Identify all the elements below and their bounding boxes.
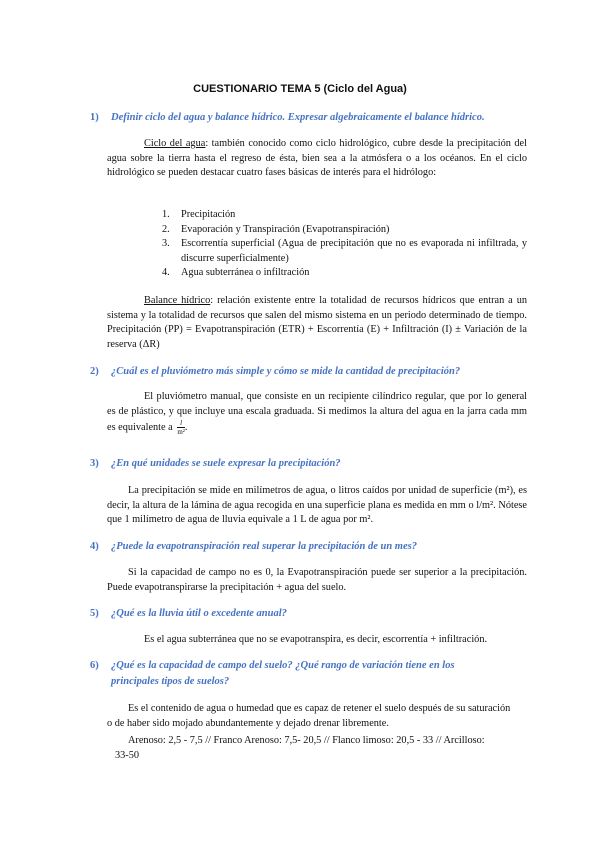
document-title: CUESTIONARIO TEMA 5 (Ciclo del Agua) [193, 83, 407, 95]
answer-6: Es el contenido de agua o humedad que es capaz de retener el suelo después de su saturación o de haber sido mojado abundantemente y dejado drenar libremente. [107, 703, 511, 729]
question-text: ¿Cuál es el pluviómetro más simple y cómo se mide la cantidad de precipitación? [111, 366, 461, 377]
question-text: principales tipos de suelos? [111, 676, 230, 687]
term-balance-hidrico: Balance hídrico [144, 295, 211, 306]
list-item: 4. Agua subterránea o infiltración [162, 267, 310, 278]
answer-2: El pluviómetro manual, que consiste en un recipiente cilíndrico regular, que por lo general es de plástico, y que incluye una escala graduada. Si medimos la altura del agua en la jarra cada mm es equivalente a $\frac{l}{\text{m²}}$ . [107, 391, 527, 436]
question-number: 2) [90, 366, 99, 377]
definition-ciclo-agua: : también conocido como ciclo hidrológico, cubre desde la precipitación del agua sobre la tierra hasta el regreso de ésta, bien sea a la atmósfera o a los océanos. En el ciclo hidrológico se pueden destacar cuatro fases básicas de interés para el hidrólogo: [107, 138, 527, 178]
paragraph-ciclo-agua [107, 137, 527, 181]
question-number: 1) [90, 112, 99, 123]
question-number: 6) [90, 660, 99, 671]
list-item: 3. Escorrentía superficial (Agua de precipitación que no es evaporada ni infiltrada, y discurre superficialmente) [162, 238, 527, 264]
answer-4: Si la capacidad de campo no es 0, la Evapotranspiración puede ser superior a la precipitación. Puede evapotranspirarse la precipitación + agua del suelo. [107, 567, 527, 593]
question-text: Definir ciclo del agua y balance hídrico. Expresar algebraicamente el balance hídrico. [111, 112, 485, 123]
question-text: ¿Puede la evapotranspiración real superar la precipitación de un mes? [111, 541, 417, 552]
question-text: ¿Qué es la lluvia útil o excedente anual? [111, 608, 287, 619]
answer-3: La precipitación se mide en milímetros de agua, o litros caídos por unidad de superficie (m²), es decir, la altura de la lámina de agua recogida en una superficie plana es medida en mm o l/m². Nótese que 1 milímetro de agua de lluvia equivale a 1 L de agua por m². [107, 485, 527, 525]
phases-list [162, 208, 527, 281]
term-ciclo-agua: Ciclo del agua [144, 138, 206, 149]
answer-5: Es el agua subterránea que no se evapotranspira, es decir, escorrentía + infiltración. [144, 634, 488, 645]
fraction-l-per-m2: $\frac{l}{\text{m²}}$ [177, 419, 185, 436]
paragraph-balance-hidrico [107, 294, 527, 352]
question-number: 5) [90, 608, 99, 619]
soil-values: Arenoso: 2,5 - 7,5 // Franco Arenoso: 7,5- 20,5 // Flanco limoso: 20,5 - 33 // Arcilloso: 33-50 [115, 735, 485, 761]
question-text: ¿Qué es la capacidad de campo del suelo? ¿Qué rango de variación tiene en los [111, 660, 455, 671]
question-number: 3) [90, 458, 99, 469]
question-text: ¿En qué unidades se suele expresar la precipitación? [111, 458, 341, 469]
list-item: 2. Evaporación y Transpiración (Evapotranspiración) [162, 223, 390, 235]
question-number: 4) [90, 541, 99, 552]
list-item: 1. Precipitación [162, 209, 236, 220]
definition-balance-hidrico: : relación existente entre la totalidad de recursos hídricos que entran a un sistema y la totalidad de recursos que salen del mismo sistema en un periodo determinado de tiempo. Precipitación (PP) = Evapotranspiración (ETR) + Escorrentía (E) + Infiltración (I) ± Variación de la reserva (ΔR) [107, 295, 527, 350]
